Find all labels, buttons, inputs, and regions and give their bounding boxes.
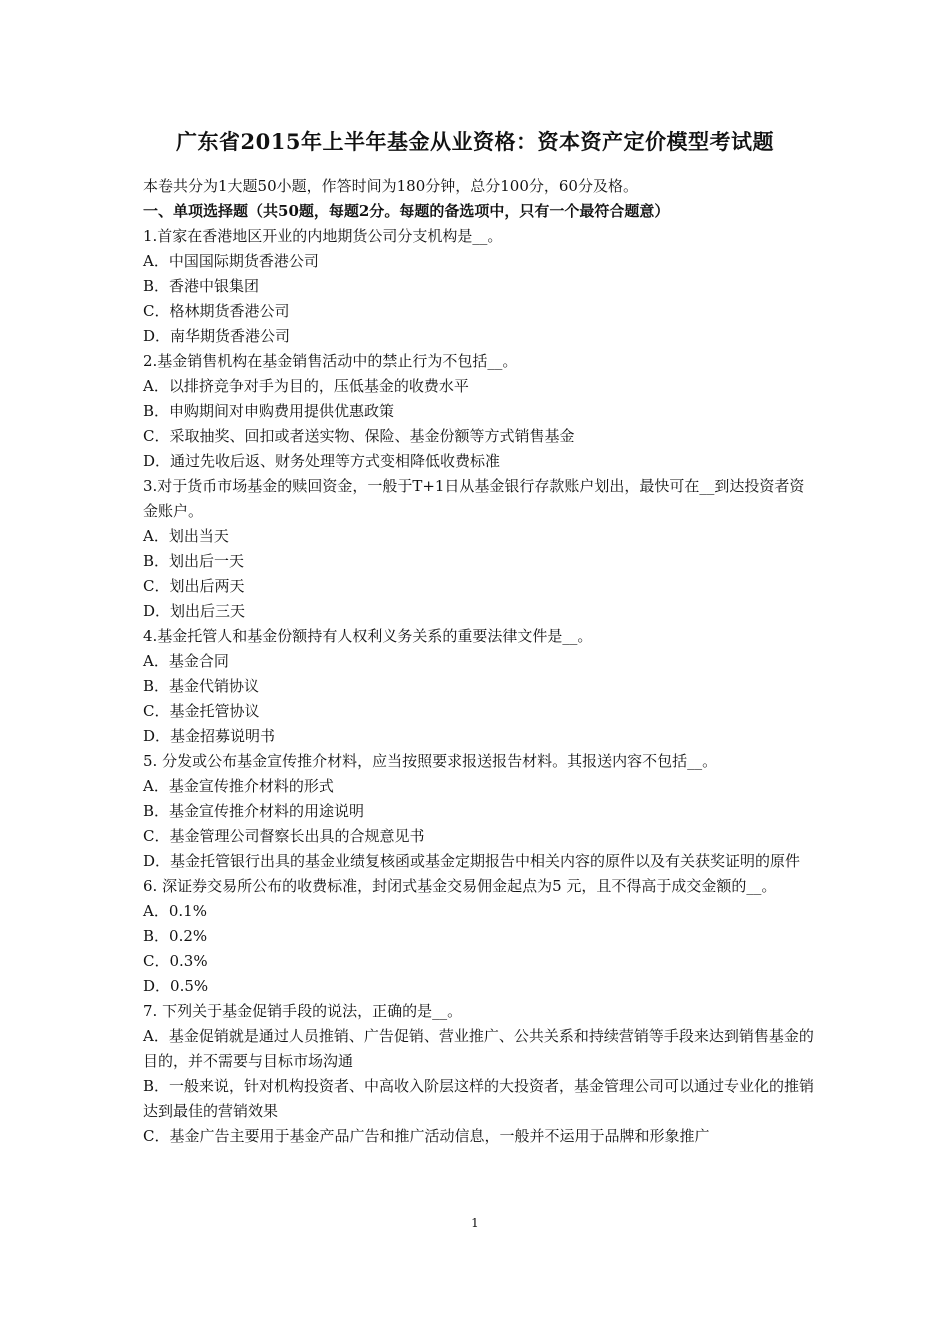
option-c: C．基金管理公司督察长出具的合规意见书 [143,827,425,845]
option-d: D．通过先收后返、财务处理等方式变相降低收费标准 [143,452,501,470]
option-d: D．划出后三天 [143,602,246,620]
option-c: C．划出后两天 [143,577,245,595]
option-a: A．基金促销就是通过人员推销、广告促销、营业推广、公共关系和持续营销等手段来达到销售基金的目的，并不需要与目标市场沟通 [143,1027,814,1070]
question-stem: 4.基金托管人和基金份额持有人权利义务关系的重要法律文件是__。 [143,627,593,645]
option-b: B．0.2% [143,927,208,945]
option-d: D．基金托管银行出具的基金业绩复核函或基金定期报告中相关内容的原件以及有关获奖证明的原件 [143,852,801,870]
document-title: 广东省2015年上半年基金从业资格：资本资产定价模型考试题 [176,129,774,154]
document-body [143,174,815,1149]
page-number: 1 [471,1216,479,1230]
question-block [143,874,815,999]
option-b: B．申购期间对申购费用提供优惠政策 [143,402,395,420]
question-block [143,624,815,749]
question-stem: 3.对于货币市场基金的赎回资金，一般于T+1日从基金银行存款账户划出，最快可在__到达投资者资金账户。 [143,477,805,520]
intro-text: 本卷共分为1大题50小题，作答时间为180分钟，总分100分，60分及格。 [143,177,638,195]
option-d: D．南华期货香港公司 [143,327,291,345]
option-b: B．香港中银集团 [143,277,260,295]
question-block [143,999,815,1149]
option-d: D．0.5% [143,977,209,995]
question-block [143,224,815,349]
option-b: B．划出后一天 [143,552,245,570]
question-block [143,349,815,474]
question-stem: 7. 下列关于基金促销手段的说法，正确的是__。 [143,1002,463,1020]
option-c: C．采取抽奖、回扣或者送实物、保险、基金份额等方式销售基金 [143,427,575,445]
question-stem: 2.基金销售机构在基金销售活动中的禁止行为不包括__。 [143,352,518,370]
question-stem: 1.首家在香港地区开业的内地期货公司分支机构是__。 [143,227,503,245]
option-b: B．基金宣传推介材料的用途说明 [143,802,365,820]
option-a: A．0.1% [143,902,207,920]
option-a: A．以排挤竞争对手为目的，压低基金的收费水平 [143,377,469,395]
option-b: B．基金代销协议 [143,677,260,695]
option-b: B．一般来说，针对机构投资者、中高收入阶层这样的大投资者，基金管理公司可以通过专业化的推销达到最佳的营销效果 [143,1077,815,1120]
section-heading: 一、单项选择题（共50题，每题2分。每题的备选项中，只有一个最符合题意） [143,202,670,220]
option-d: D．基金招募说明书 [143,727,276,745]
option-a: A．中国国际期货香港公司 [143,252,319,270]
question-stem: 6. 深证券交易所公布的收费标准，封闭式基金交易佣金起点为5 元，且不得高于成交金额的__。 [143,877,777,895]
question-stem: 5. 分发或公布基金宣传推介材料，应当按照要求报送报告材料。其报送内容不包括__。 [143,752,718,770]
option-a: A．划出当天 [143,527,229,545]
option-c: C．基金托管协议 [143,702,260,720]
option-c: C．0.3% [143,952,208,970]
option-c: C．格林期货香港公司 [143,302,290,320]
question-block [143,749,815,874]
option-a: A．基金宣传推介材料的形式 [143,777,334,795]
option-c: C．基金广告主要用于基金产品广告和推广活动信息，一般并不运用于品牌和形象推广 [143,1127,710,1145]
question-block [143,474,815,624]
option-a: A．基金合同 [143,652,229,670]
